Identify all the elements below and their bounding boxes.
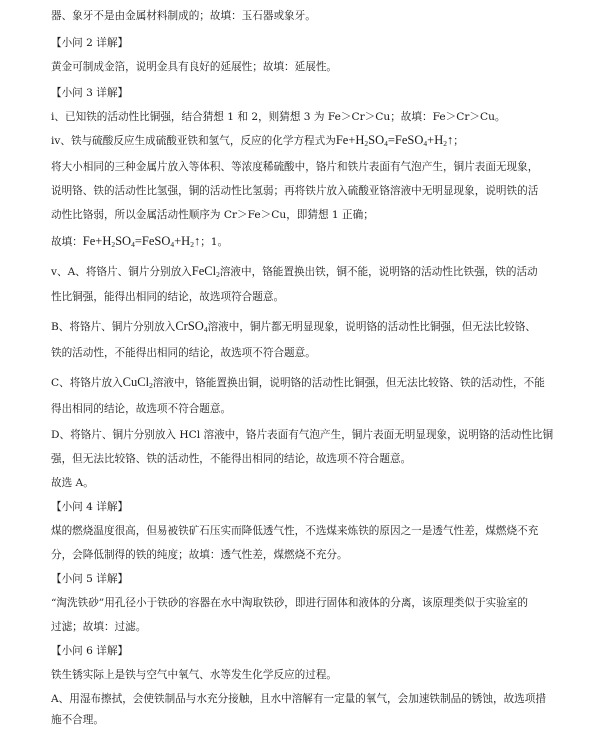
text-line: 分，会降低制得的铁的纯度；故填：透气性差，煤燃烧不充分。 bbox=[51, 549, 348, 561]
chemical-formula: CrSO$_4$ bbox=[175, 319, 208, 334]
text-line: 过滤；故填：过滤。 bbox=[51, 621, 147, 633]
text-line: 强，但无法比较铬、铁的活动性，不能得出相同的结论，故选项不符合题意。 bbox=[51, 453, 412, 465]
text-line: C、将铬片放入CuCl$_2$溶液中，铬能置换出铜，说明铬的活动性比铜强，但无法比较铬、铁的活动性，不能 bbox=[51, 375, 545, 390]
text-line: 铁生锈实际上是铁与空气中氧气、水等发生化学反应的过程。 bbox=[51, 669, 338, 681]
text-line: 得出相同的结论，故选项不符合题意。 bbox=[51, 403, 232, 415]
text-line: 动性比铬弱，所以金属活动性顺序为 Cr＞Fe＞Cu，即猜想 1 正确； bbox=[51, 209, 374, 221]
chemical-equation: $Fe+H_2SO_4=FeSO_4+H_2↑$ bbox=[82, 234, 201, 249]
text-line: 煤的燃烧温度很高，但易被铁矿石压实而降低透气性，不选煤来炼铁的原因之一是透气性差，煤燃烧不充 bbox=[51, 525, 539, 537]
text-line: 铁的活动性，不能得出相同的结论，故选项不符合题意。 bbox=[51, 347, 316, 359]
section-header: 【小问 4 详解】 bbox=[51, 501, 129, 513]
text-line: B、将铬片、铜片分别放入CrSO$_4$溶液中，铜片都无明显现象，说明铬的活动性比铜强，但无法比较铬、 bbox=[51, 319, 536, 334]
gas-arrow-icon: ↑ bbox=[193, 234, 201, 248]
text-line-equation: 故填：$Fe+H_2SO_4=FeSO_4+H_2↑$；1。 bbox=[51, 234, 229, 249]
text-line: A、用湿布擦拭，会使铁制品与水充分接触，且水中溶解有一定量的氧气，会加速铁制品的锈蚀，故选项措 bbox=[51, 693, 546, 705]
chemical-formula: FeCl$_2$ bbox=[191, 264, 220, 279]
section-header: 【小问 2 详解】 bbox=[51, 37, 129, 49]
chemical-formula: CuCl$_2$ bbox=[122, 375, 153, 390]
text-line: 性比铜强，能得出相同的结论，故选项符合题意。 bbox=[51, 291, 285, 303]
text-line: v、A、将铬片、铜片分别放入FeCl$_2$溶液中，铬能置换出铁，铜不能，说明铬的活动性比铁强，铁的活动 bbox=[51, 264, 538, 279]
section-header: 【小问 5 详解】 bbox=[51, 573, 129, 585]
text-line: “淘洗铁砂”用孔径小于铁砂的容器在水中淘取铁砂，即进行固体和液体的分离，该原理类似于实验室的 bbox=[51, 597, 528, 609]
text-line: 故选 A。 bbox=[51, 477, 94, 489]
text-line: 将大小相同的三种金属片放入等体积、等浓度稀硫酸中，铬片和铁片表面有气泡产生，铜片表面无现象， bbox=[51, 161, 539, 173]
text-line: i、已知铁的活动性比铜强，结合猜想 1 和 2，则猜想 3 为 Fe＞Cr＞Cu；故填：Fe＞Cr＞Cu。 bbox=[51, 111, 506, 123]
text-line: 黄金可制成金箔，说明金具有良好的延展性；故填：延展性。 bbox=[51, 61, 338, 73]
section-header: 【小问 6 详解】 bbox=[51, 645, 129, 657]
equation-lead-text: iv、铁与硫酸反应生成硫酸亚铁和氢气，反应的化学方程式为 bbox=[51, 135, 336, 147]
gas-arrow-icon: ↑ bbox=[446, 133, 454, 147]
text-line: D、将铬片、铜片分别放入 HCl 溶液中，铬片表面有气泡产生，铜片表面无明显现象，说明铬的活动性比铜 bbox=[51, 429, 554, 441]
text-line-equation: iv、铁与硫酸反应生成硫酸亚铁和氢气，反应的化学方程式为$Fe+H_2SO_4=FeSO_4+H_2↑$； bbox=[51, 133, 464, 148]
text-line: 说明铬、铁的活动性比氢强，铜的活动性比氢弱；再将铁片放入硫酸亚铬溶液中无明显现象，说明铁的活 bbox=[51, 185, 539, 197]
text-line: 器、象牙不是由金属材料制成的；故填：玉石器或象牙。 bbox=[51, 10, 316, 22]
chemical-equation: $Fe+H_2SO_4=FeSO_4+H_2↑$ bbox=[335, 133, 454, 148]
section-header: 【小问 3 详解】 bbox=[51, 87, 129, 99]
text-line: 施不合理。 bbox=[51, 714, 104, 726]
